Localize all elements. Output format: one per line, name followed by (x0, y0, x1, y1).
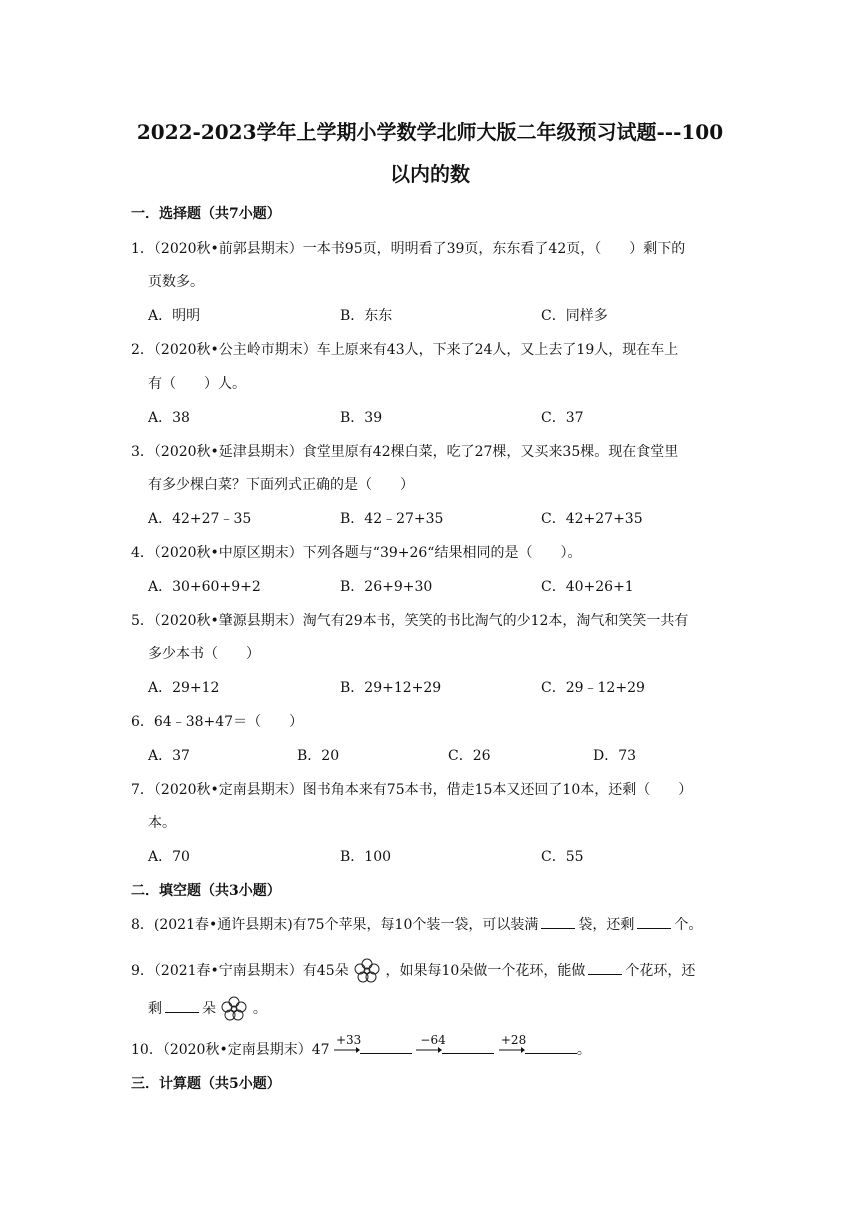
question-6-option-a[interactable]: A．37 (148, 748, 190, 764)
arrow-op-1-label: +33 (335, 1033, 362, 1047)
question-4-option-b[interactable]: B．26+9+30 (340, 579, 433, 595)
question-8-text-post: 个。 (674, 917, 703, 933)
flower-icon (353, 957, 381, 985)
question-6-option-d[interactable]: D．73 (593, 748, 637, 764)
question-2-text: 2．（2020秋•公主岭市期末）车上原来有43人，下来了24人，又上去了19人，现在车上 (131, 342, 679, 358)
question-9-text-pre: 9．（2021春•宁南县期末）有45朵 (131, 963, 349, 979)
arrow-op-3-label: +28 (500, 1033, 527, 1047)
page-title-line1: 2022-2023学年上学期小学数学北师大版二年级预习试题---100 (136, 120, 724, 144)
question-8-text-pre: 8．(2021春•通许县期末)有75个苹果，每10个装一袋，可以装满 (131, 917, 539, 933)
question-8 (131, 914, 741, 934)
question-4-text: 4．（2020秋•中原区期末）下列各题与“39+26“结果相同的是（ ）。 (131, 545, 582, 561)
question-3-text: 3．（2020秋•延津县期末）食堂里原有42棵白菜，吃了27棵，又买来35棵。现在食堂里 (131, 444, 679, 460)
question-5-option-b[interactable]: B．29+12+29 (340, 680, 442, 696)
question-9-text-post: 个花环，还 (625, 963, 696, 979)
question-7-text: 7．（2020秋•定南县期末）图书角本来有75本书，借走15本又还回了10本，还剩（ ） (131, 782, 693, 798)
question-6-text: 6．64﹣38+47＝（ ） (131, 714, 304, 730)
question-4-option-c[interactable]: C．40+26+1 (541, 579, 634, 595)
section-heading-choice: 一．选择题（共7小题） (131, 206, 281, 222)
question-3-option-a[interactable]: A．42+27﹣35 (148, 511, 252, 527)
question-9-text-mid: ，如果每10朵做一个花环，能做 (385, 963, 586, 979)
question-10-text-pre: 10．（2020秋•定南县期末）47 (131, 1042, 330, 1058)
question-3-text-cont: 有多少棵白菜？下面列式正确的是（ ） (148, 477, 414, 493)
answer-blank[interactable] (541, 916, 575, 929)
answer-blank[interactable] (360, 1041, 412, 1054)
question-9-text-line2-pre: 剩 (148, 1001, 162, 1017)
arrow-op-2-label: −64 (420, 1033, 446, 1047)
question-2-option-a[interactable]: A．38 (148, 410, 190, 426)
question-10-text-end: 。 (576, 1042, 591, 1058)
section-heading-fill: 二．填空题（共3小题） (131, 883, 281, 899)
question-5-text-cont: 多少本书（ ） (148, 646, 260, 662)
question-2-option-b[interactable]: B．39 (340, 410, 383, 426)
question-6-option-c[interactable]: C．26 (448, 748, 491, 764)
arrow-step-1 (334, 1033, 362, 1058)
question-8-text-mid: 袋，还剩 (578, 917, 635, 933)
question-1-option-c[interactable]: C．同样多 (541, 308, 608, 324)
page-title-line2: 以内的数 (390, 162, 470, 186)
question-7-option-a[interactable]: A．70 (148, 849, 190, 865)
arrow-step-3 (499, 1033, 527, 1058)
question-9 (131, 957, 741, 985)
question-2-option-c[interactable]: C．37 (541, 410, 584, 426)
question-3-option-b[interactable]: B．42﹣27+35 (340, 511, 444, 527)
answer-blank[interactable] (637, 916, 671, 929)
question-9-text-line2-post: 。 (252, 1001, 267, 1017)
question-9-cont (148, 995, 267, 1023)
question-1-text-cont: 页数多。 (148, 274, 204, 290)
question-1-option-a[interactable]: A．明明 (148, 308, 201, 324)
question-5-option-a[interactable]: A．29+12 (148, 680, 220, 696)
answer-blank[interactable] (588, 962, 622, 975)
question-6-option-b[interactable]: B．20 (297, 748, 340, 764)
question-1-text: 1．（2020秋•前郭县期末）一本书95页，明明看了39页，东东看了42页，（ ）剩下的 (131, 241, 686, 257)
question-7-option-c[interactable]: C．55 (541, 849, 584, 865)
question-7-text-cont: 本。 (148, 815, 176, 831)
question-10 (131, 1033, 741, 1059)
question-4-option-a[interactable]: A．30+60+9+2 (148, 579, 261, 595)
section-heading-calc: 三．计算题（共5小题） (131, 1076, 281, 1092)
question-2-text-cont: 有（ ）人。 (148, 376, 246, 392)
question-9-text-line2-mid: 朵 (202, 1001, 216, 1017)
question-7-option-b[interactable]: B．100 (340, 849, 392, 865)
answer-blank[interactable] (165, 1000, 199, 1013)
arrow-step-2 (416, 1033, 446, 1058)
question-5-option-c[interactable]: C．29﹣12+29 (541, 680, 645, 696)
answer-blank[interactable] (525, 1041, 577, 1054)
question-1-option-b[interactable]: B．东东 (340, 308, 393, 324)
question-5-text: 5．（2020秋•肇源县期末）淘气有29本书，笑笑的书比淘气的少12本，淘气和笑笑一共有 (131, 613, 689, 629)
answer-blank[interactable] (442, 1041, 494, 1054)
question-3-option-c[interactable]: C．42+27+35 (541, 511, 643, 527)
flower-icon (220, 995, 248, 1023)
